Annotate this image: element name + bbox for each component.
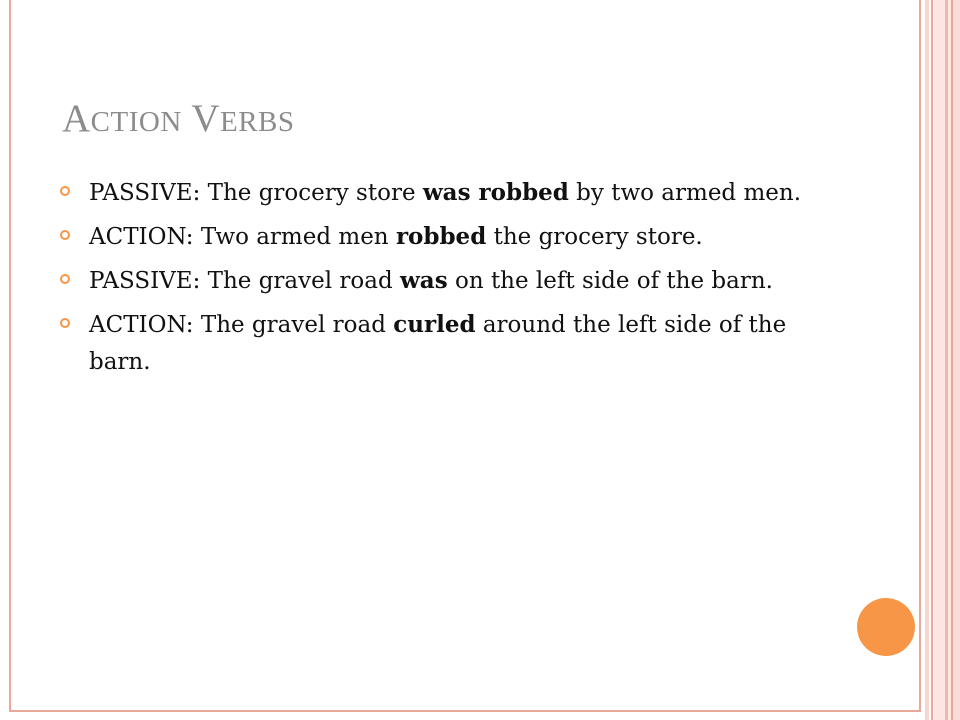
- bullet-text-lead: PASSIVE: The gravel road: [89, 268, 400, 294]
- bullet-text: [89, 262, 830, 300]
- bullet-text: [89, 306, 830, 381]
- bullet-circle-icon: [60, 186, 70, 196]
- decorative-circle-icon: [857, 598, 915, 656]
- bullet-verb-emphasis: was robbed: [422, 179, 569, 206]
- decorative-stripe: [934, 0, 945, 720]
- bullet-list: [60, 174, 830, 387]
- bullet-circle-icon: [60, 318, 70, 328]
- bullet-circle-icon: [60, 274, 70, 284]
- decorative-stripe: [925, 0, 929, 720]
- bullet-verb-emphasis: robbed: [395, 223, 487, 250]
- bullet-item: [60, 218, 830, 256]
- bullet-text-lead: ACTION: The gravel road: [89, 312, 394, 338]
- bullet-text-lead: ACTION: Two armed men: [89, 224, 396, 250]
- bullet-verb-emphasis: curled: [393, 311, 476, 338]
- bullet-item: [60, 262, 830, 300]
- bullet-text-tail: on the left side of the barn.: [447, 268, 773, 294]
- bullet-item: [60, 306, 830, 381]
- bullet-item: [60, 174, 830, 212]
- bullet-text-tail: by two armed men.: [568, 180, 802, 206]
- bullet-text-tail: the grocery store.: [486, 224, 703, 250]
- decorative-stripe: [953, 0, 960, 720]
- slide-title: ACTION VERBS: [62, 97, 295, 140]
- bullet-text-tail: around the left side of the barn.: [89, 312, 787, 375]
- bullet-verb-emphasis: was: [400, 267, 448, 294]
- bullet-circle-icon: [60, 230, 70, 240]
- bullet-text-lead: PASSIVE: The grocery store: [89, 180, 423, 206]
- bullet-text: [89, 174, 830, 212]
- decorative-stripe: [931, 0, 933, 720]
- bullet-text: [89, 218, 830, 256]
